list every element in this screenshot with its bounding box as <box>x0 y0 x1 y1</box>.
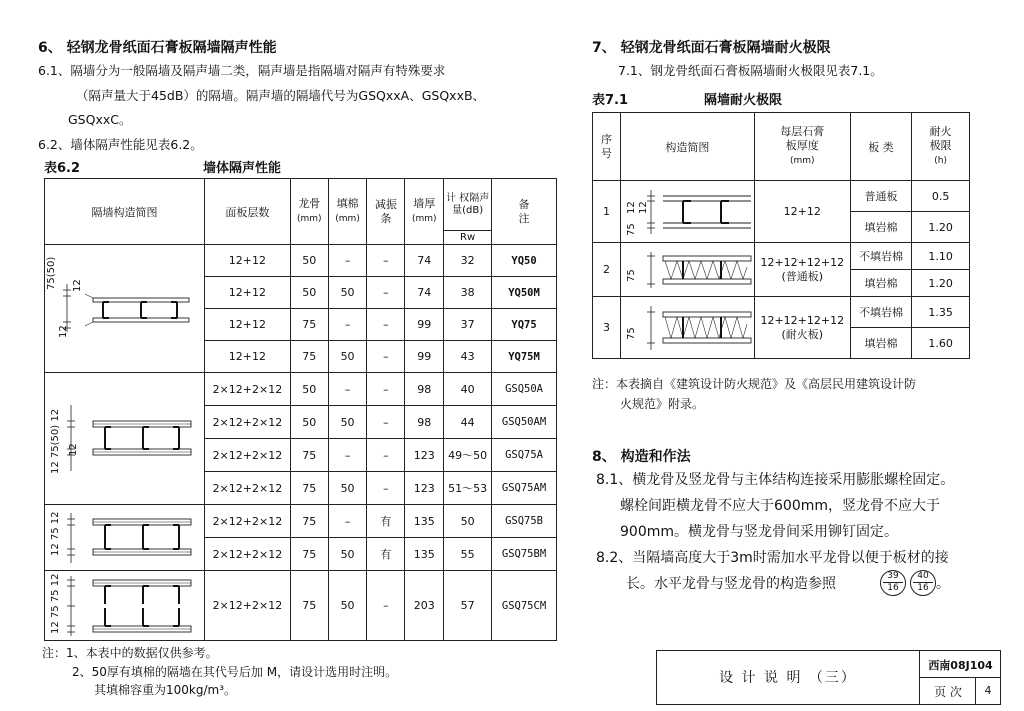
r2-damp: – <box>367 277 405 309</box>
ref-period: 。 <box>936 576 950 592</box>
tb-vdiv2 <box>975 677 976 704</box>
fire-r1-type-a: 普通板 <box>850 181 912 212</box>
hdr-fire-thick-text: 每层石膏板厚度 <box>780 125 825 152</box>
fire-r3-thick <box>754 297 850 359</box>
hdr-fire-type: 板 类 <box>850 113 912 181</box>
hdr-fire-limit-text: 耐火极限 <box>929 125 952 152</box>
dim-label-7: 12 75 75 12 <box>50 573 61 634</box>
fire-r3-limit-a: 1.35 <box>912 297 970 328</box>
r8-rw: 51～53 <box>444 472 492 505</box>
r6-code: GSQ50AM <box>492 406 557 439</box>
r3-code: YQ75 <box>492 309 557 341</box>
hdr-fire-limit <box>912 113 970 181</box>
r6-rw: 44 <box>444 406 492 439</box>
r4-keel: 75 <box>290 341 328 373</box>
fire-r2-diagram <box>620 243 754 297</box>
dim-label-3: 12 <box>72 279 83 292</box>
r6-keel: 50 <box>290 406 328 439</box>
fire-diagram-3 <box>621 298 753 358</box>
section-8-title: 8、 构造和作法 <box>592 449 691 465</box>
fire-r2-limit-b: 1.20 <box>912 270 970 297</box>
fire-r2-limit-a: 1.10 <box>912 243 970 270</box>
hdr-fill-text: 填棉 <box>336 197 359 210</box>
r7-fill: – <box>328 439 367 472</box>
fire-dim-2: 75 <box>626 269 637 282</box>
dim-label-6: 12 75 12 <box>50 511 61 556</box>
r5-thick: 98 <box>405 373 444 406</box>
r4-code: YQ75M <box>492 341 557 373</box>
tb-page-label: 页 次 <box>934 685 962 699</box>
wall-diagram-3 <box>45 507 203 569</box>
s8-2-l2: 长。水平龙骨与竖龙骨的构造参照 <box>626 576 836 592</box>
fire-r2-thick-text: 12+12+12+12 <box>760 255 845 269</box>
hdr-layers: 面板层数 <box>204 179 290 245</box>
hdr-thick <box>405 179 444 245</box>
hdr-rw: Rw <box>444 231 492 245</box>
hdr-thick-unit: (mm) <box>411 214 437 224</box>
r9-damp: 有 <box>367 505 405 538</box>
r1-code: YQ50 <box>492 245 557 277</box>
fire-r2-no: 2 <box>593 243 621 297</box>
r4-layers: 12+12 <box>204 341 290 373</box>
r8-thick: 123 <box>405 472 444 505</box>
r8-fill: 50 <box>328 472 367 505</box>
r6-fill: 50 <box>328 406 367 439</box>
fire-diagram-2 <box>621 244 753 296</box>
diagram-cell-1 <box>45 245 205 373</box>
r9-layers: 2×12+2×12 <box>204 505 290 538</box>
fire-dim-3: 75 <box>626 327 637 340</box>
hdr-fire-thick <box>754 113 850 181</box>
r8-damp: – <box>367 472 405 505</box>
s8-2-l1: 8.2、当隔墙高度大于3m时需加水平龙骨以便于板材的接 <box>596 550 949 566</box>
r9-rw: 50 <box>444 505 492 538</box>
r9-thick: 135 <box>405 505 444 538</box>
r6-layers: 2×12+2×12 <box>204 406 290 439</box>
table-6-2-title: 墙体隔声性能 <box>203 161 282 176</box>
r11-code: GSQ75CM <box>492 571 557 641</box>
r8-code: GSQ75AM <box>492 472 557 505</box>
r3-keel: 75 <box>290 309 328 341</box>
diagram-cell-3 <box>45 505 205 571</box>
diagram-cell-4 <box>45 571 205 641</box>
note-2: 2、50厚有填棉的隔墙在其代号后加 M，请设计选用时注明。 <box>72 665 398 679</box>
fire-r1-limit-a: 0.5 <box>912 181 970 212</box>
r3-fill: – <box>328 309 367 341</box>
s6-1-line2: （隔声量大于45dB）的隔墙。隔声墙的隔墙代号为GSQxxA、GSQxxB、 <box>76 88 486 103</box>
hdr-keel <box>290 179 328 245</box>
r11-thick: 203 <box>405 571 444 641</box>
detail-ref-40[interactable] <box>910 570 936 596</box>
r2-keel: 50 <box>290 277 328 309</box>
r3-damp: – <box>367 309 405 341</box>
ref1-bot: 16 <box>887 583 899 593</box>
table-6-2-label: 表6.2 <box>44 161 81 176</box>
hdr-fill <box>328 179 367 245</box>
fire-r1-no: 1 <box>593 181 621 243</box>
title-block <box>656 650 1001 705</box>
r1-thick: 74 <box>405 245 444 277</box>
hdr-no: 序号 <box>593 113 621 181</box>
r10-keel: 75 <box>290 538 328 571</box>
r10-layers: 2×12+2×12 <box>204 538 290 571</box>
r2-rw: 38 <box>444 277 492 309</box>
fire-r3-thick-text: 12+12+12+12 <box>760 313 845 327</box>
r2-code: YQ50M <box>492 277 557 309</box>
fire-dim-1b: 75 <box>626 223 637 236</box>
ref2-bot: 16 <box>917 583 929 593</box>
hdr-keel-unit: (mm) <box>296 214 322 224</box>
s8-1-l1: 8.1、横龙骨及竖龙骨与主体结构连接采用膨胀螺栓固定。 <box>596 472 955 488</box>
detail-ref-39[interactable] <box>880 570 906 596</box>
r2-fill: 50 <box>328 277 367 309</box>
r10-damp: 有 <box>367 538 405 571</box>
r10-rw: 55 <box>444 538 492 571</box>
hdr-fire-limit-unit: (h) <box>934 156 948 166</box>
hdr-thick-text: 墙厚 <box>413 197 436 210</box>
r11-damp: – <box>367 571 405 641</box>
r6-damp: – <box>367 406 405 439</box>
section-6-title: 6、 轻钢龙骨纸面石膏板隔墙隔声性能 <box>38 40 277 56</box>
r1-fill: – <box>328 245 367 277</box>
table-7-1-title: 隔墙耐火极限 <box>704 93 783 108</box>
fire-r1-limit-b: 1.20 <box>912 212 970 243</box>
r4-fill: 50 <box>328 341 367 373</box>
fire-r3-no: 3 <box>593 297 621 359</box>
ref1-top: 39 <box>883 571 903 583</box>
fire-r2-thick-sub: (普通板) <box>781 269 824 283</box>
fire-table <box>592 112 970 359</box>
r8-layers: 2×12+2×12 <box>204 472 290 505</box>
r5-keel: 50 <box>290 373 328 406</box>
section-7-title: 7、 轻钢龙骨纸面石膏板隔墙耐火极限 <box>592 40 831 56</box>
r7-damp: – <box>367 439 405 472</box>
r5-fill: – <box>328 373 367 406</box>
hdr-fill-unit: (mm) <box>335 214 360 224</box>
s7-1: 7.1、钢龙骨纸面石膏板隔墙耐火极限见表7.1。 <box>618 63 883 78</box>
note-1: 注：1、本表中的数据仅供参考。 <box>42 646 218 660</box>
dim-label-4: 12 75(50) 12 <box>50 408 61 474</box>
r4-rw: 43 <box>444 341 492 373</box>
fire-note-2: 火规范》附录。 <box>620 397 705 411</box>
r11-fill: 50 <box>328 571 367 641</box>
r1-layers: 12+12 <box>204 245 290 277</box>
dim-label-1: 75(50) <box>46 256 57 290</box>
r7-keel: 75 <box>290 439 328 472</box>
hdr-keel-text: 龙骨 <box>298 197 321 210</box>
fire-dim-1c: 12 <box>638 201 649 214</box>
r11-layers: 2×12+2×12 <box>204 571 290 641</box>
hdr-remark: 备注 <box>492 179 557 245</box>
s8-1-l2: 螺栓间距横龙骨不应大于600mm，竖龙骨不应大于 <box>620 498 940 514</box>
fire-r3-thick-sub: (耐火板) <box>781 327 824 341</box>
dim-label-2: 12 <box>58 325 69 338</box>
r7-code: GSQ75A <box>492 439 557 472</box>
fire-r3-limit-b: 1.60 <box>912 328 970 359</box>
hdr-fire-diagram: 构造简图 <box>620 113 754 181</box>
tb-code: 西南08J104 <box>928 659 993 672</box>
r5-layers: 2×12+2×12 <box>204 373 290 406</box>
hdr-sound: 计 权隔声量(dB) <box>444 179 492 231</box>
r11-keel: 75 <box>290 571 328 641</box>
fire-r1-type-b: 填岩棉 <box>850 212 912 243</box>
r10-code: GSQ75BM <box>492 538 557 571</box>
hdr-diagram: 隔墙构造简图 <box>45 179 205 245</box>
s6-1-line1: 6.1、隔墙分为一般隔墙及隔声墙二类，隔声墙是指隔墙对隔声有特殊要求 <box>38 63 446 78</box>
r7-thick: 123 <box>405 439 444 472</box>
wall-diagram-4 <box>45 572 203 640</box>
sound-table <box>44 178 557 641</box>
diagram-cell-2 <box>45 373 205 505</box>
s6-1-line3: GSQxxC。 <box>68 112 132 127</box>
note-3: 其填棉容重为100kg/m³。 <box>94 683 237 697</box>
r1-damp: – <box>367 245 405 277</box>
r10-fill: 50 <box>328 538 367 571</box>
r2-layers: 12+12 <box>204 277 290 309</box>
wall-diagram-1 <box>45 246 203 372</box>
table-7-1-label: 表7.1 <box>592 93 629 108</box>
tb-title: 设 计 说 明 （三） <box>719 670 857 686</box>
fire-r2-thick <box>754 243 850 297</box>
fire-r1-thick: 12+12 <box>754 181 850 243</box>
fire-r3-type-b: 填岩棉 <box>850 328 912 359</box>
tb-page: 4 <box>984 684 992 697</box>
r7-layers: 2×12+2×12 <box>204 439 290 472</box>
r5-damp: – <box>367 373 405 406</box>
r3-thick: 99 <box>405 309 444 341</box>
fire-r2-type-a: 不填岩棉 <box>850 243 912 270</box>
dim-label-5: 12 <box>68 443 79 456</box>
fire-note-1: 注：本表摘自《建筑设计防火规范》及《高层民用建筑设计防 <box>592 377 917 391</box>
r3-layers: 12+12 <box>204 309 290 341</box>
hdr-damp: 减振条 <box>367 179 405 245</box>
r5-rw: 40 <box>444 373 492 406</box>
r1-keel: 50 <box>290 245 328 277</box>
s6-2: 6.2、墙体隔声性能见表6.2。 <box>38 137 203 152</box>
fire-r2-type-b: 填岩棉 <box>850 270 912 297</box>
r6-thick: 98 <box>405 406 444 439</box>
r9-fill: – <box>328 505 367 538</box>
r3-rw: 37 <box>444 309 492 341</box>
r9-code: GSQ75B <box>492 505 557 538</box>
r7-rw: 49～50 <box>444 439 492 472</box>
fire-r3-diagram <box>620 297 754 359</box>
wall-diagram-2 <box>45 375 203 503</box>
r10-thick: 135 <box>405 538 444 571</box>
fire-dim-1a: 12 <box>626 201 637 214</box>
r8-keel: 75 <box>290 472 328 505</box>
hdr-fire-thick-unit: (mm) <box>790 156 815 166</box>
r4-damp: – <box>367 341 405 373</box>
tb-hdiv <box>919 677 1000 678</box>
r9-keel: 75 <box>290 505 328 538</box>
r1-rw: 32 <box>444 245 492 277</box>
r4-thick: 99 <box>405 341 444 373</box>
r2-thick: 74 <box>405 277 444 309</box>
r5-code: GSQ50A <box>492 373 557 406</box>
fire-r3-type-a: 不填岩棉 <box>850 297 912 328</box>
s8-1-l3: 900mm。横龙骨与竖龙骨间采用铆钉固定。 <box>620 524 898 540</box>
r11-rw: 57 <box>444 571 492 641</box>
ref2-top: 40 <box>913 571 933 583</box>
